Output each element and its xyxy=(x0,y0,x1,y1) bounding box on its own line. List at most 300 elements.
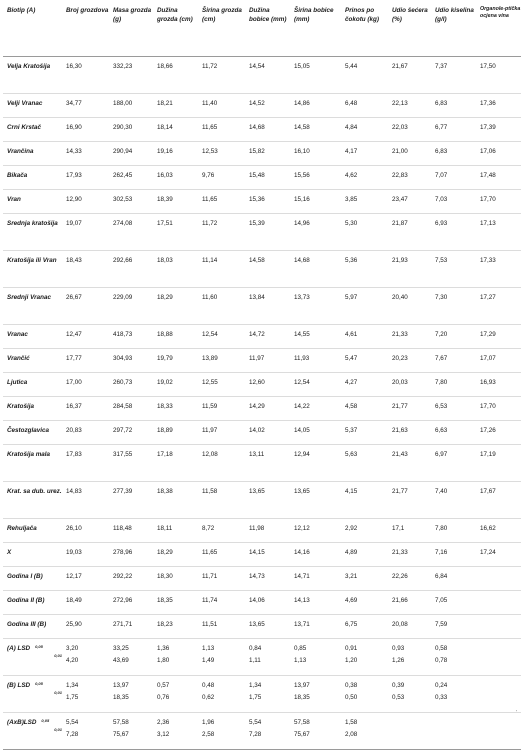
table-cell: 188,00 xyxy=(113,100,133,107)
table-row xyxy=(3,166,521,190)
table-cell: 17,19 xyxy=(480,451,496,458)
table-cell: 7,40 xyxy=(435,488,448,495)
table-cell: 274,08 xyxy=(113,220,133,227)
row-label: Godina II (B) xyxy=(7,597,45,604)
table-cell: 22,83 xyxy=(392,172,408,179)
table-cell: 7,67 xyxy=(435,355,448,362)
lsd-value-p001: 43,69 xyxy=(113,657,129,665)
table-cell: 284,58 xyxy=(113,403,133,410)
row-label: Velji Vranac xyxy=(7,100,43,107)
lsd-value-p005: 57,58 xyxy=(113,719,129,726)
lsd-cell xyxy=(62,639,109,676)
lsd-p-level-1: 0,05 xyxy=(41,718,50,723)
table-cell: 20,23 xyxy=(392,355,408,362)
lsd-value-p005: 1,96 xyxy=(202,719,215,726)
table-cell: 418,73 xyxy=(113,331,133,338)
table-cell: 4,27 xyxy=(345,379,358,386)
lsd-cell xyxy=(153,713,198,750)
lsd-cell xyxy=(245,713,290,750)
table-cell: 11,74 xyxy=(202,597,218,604)
lsd-label xyxy=(3,639,62,676)
lsd-cell xyxy=(341,676,388,713)
table-cell: 6,75 xyxy=(345,621,358,628)
table-cell: 12,54 xyxy=(202,331,218,338)
lsd-cell xyxy=(388,639,431,676)
table-cell: 13,65 xyxy=(249,488,265,495)
table-cell: 14,83 xyxy=(66,488,82,495)
lsd-value-p005: 0,58 xyxy=(435,645,448,652)
lsd-value-p005: 0,39 xyxy=(392,682,405,689)
table-body xyxy=(3,57,521,750)
lsd-value-p005: 3,20 xyxy=(66,645,79,652)
lsd-value-p001: 7,28 xyxy=(249,731,262,739)
table-cell: 18,66 xyxy=(157,63,173,70)
table-cell: 18,39 xyxy=(157,196,173,203)
table-cell: 14,29 xyxy=(249,403,265,410)
table-cell: 16,30 xyxy=(66,63,82,70)
table-cell: 16,62 xyxy=(480,525,496,532)
lsd-value-p005: 0,48 xyxy=(202,682,215,689)
table-cell: 19,02 xyxy=(157,379,173,386)
table-cell: 260,73 xyxy=(113,379,133,386)
table-cell: 16,93 xyxy=(480,379,496,386)
lsd-value-p001: 1,11 xyxy=(249,657,261,665)
table-cell: 15,56 xyxy=(294,172,310,179)
table-cell: 18,11 xyxy=(157,525,173,532)
table-cell: 12,94 xyxy=(294,451,310,458)
row-label: Vrančić xyxy=(7,355,30,362)
table-cell: 12,08 xyxy=(202,451,218,458)
table-cell: 14,54 xyxy=(249,63,265,70)
header-udio-secera: Udio šećera (%) xyxy=(388,2,431,57)
table-cell xyxy=(476,591,521,615)
table-cell: 290,30 xyxy=(113,124,133,131)
lsd-cell xyxy=(388,676,431,713)
table-row xyxy=(3,567,521,591)
table-cell: 21,87 xyxy=(392,220,408,227)
table-cell: 13,89 xyxy=(202,355,218,362)
row-label: Godina I (B) xyxy=(7,573,43,580)
table-cell: 6,93 xyxy=(435,220,448,227)
table-cell: 25,90 xyxy=(66,621,82,628)
header-prinos: Prinos po čokotu (kg) xyxy=(341,2,388,57)
table-cell: 17,29 xyxy=(480,331,496,338)
table-cell: 14,55 xyxy=(294,331,310,338)
table-cell: 6,83 xyxy=(435,148,448,155)
table-cell: 21,43 xyxy=(392,451,408,458)
table-cell: 7,05 xyxy=(435,597,448,604)
lsd-value-p005: 5,54 xyxy=(249,719,262,726)
lsd-value-p001: 3,12 xyxy=(157,731,170,739)
lsd-value-p001: 1,75 xyxy=(66,694,79,702)
lsd-cell xyxy=(431,713,476,750)
table-cell: 277,39 xyxy=(113,488,133,495)
table-cell: 17,77 xyxy=(66,355,82,362)
table-cell: 12,60 xyxy=(249,379,265,386)
table-cell: 7,80 xyxy=(435,525,448,532)
lsd-value-p001: 0,78 xyxy=(435,657,448,665)
table-cell: 6,63 xyxy=(435,427,448,434)
lsd-value-p005: 57,58 xyxy=(294,719,310,726)
table-row xyxy=(3,214,521,251)
table-cell xyxy=(476,567,521,591)
header-masa-grozda: Masa grozda (g) xyxy=(109,2,153,57)
table-cell: 21,66 xyxy=(392,597,408,604)
lsd-cell xyxy=(62,713,109,750)
table-cell: 17,13 xyxy=(480,220,496,227)
row-label: Krat. sa dub. urez. xyxy=(7,488,62,495)
lsd-value-p001: 0,50 xyxy=(345,694,358,702)
table-cell: 14,15 xyxy=(249,549,265,556)
table-cell: 22,03 xyxy=(392,124,408,131)
lsd-value-p005: 1,34 xyxy=(249,682,262,689)
table-cell: 292,66 xyxy=(113,257,133,264)
table-cell: 17,48 xyxy=(480,172,496,179)
lsd-cell xyxy=(476,676,521,713)
lsd-value-p001: 18,35 xyxy=(294,694,310,702)
table-row xyxy=(3,373,521,397)
table-cell: 17,36 xyxy=(480,100,496,107)
table-cell: 21,33 xyxy=(392,331,408,338)
table-cell: 17,51 xyxy=(157,220,173,227)
table-cell: 11,98 xyxy=(249,525,265,532)
table-cell: 5,97 xyxy=(345,294,358,301)
table-cell: 4,89 xyxy=(345,549,358,556)
table-cell: 302,53 xyxy=(113,196,133,203)
lsd-value-p005: 0,38 xyxy=(345,682,358,689)
table-cell: 14,02 xyxy=(249,427,265,434)
table-cell: 17,27 xyxy=(480,294,496,301)
table-cell: 18,14 xyxy=(157,124,173,131)
table-cell: 5,36 xyxy=(345,257,358,264)
table-cell: 14,06 xyxy=(249,597,265,604)
table-cell: 22,26 xyxy=(392,573,408,580)
lsd-p-level-1: 0,05 xyxy=(35,681,43,686)
table-cell: 6,84 xyxy=(435,573,448,580)
header-biotip: Biotip (A) xyxy=(3,2,62,57)
table-cell: 13,65 xyxy=(294,488,310,495)
lsd-value-p001: 75,67 xyxy=(113,731,129,739)
lsd-cell xyxy=(341,639,388,676)
lsd-value-p001: 2,08 xyxy=(345,731,358,739)
table-cell: 17,50 xyxy=(480,63,496,70)
lsd-p-level-2: 0,01 xyxy=(54,727,62,733)
table-cell: 11,72 xyxy=(202,220,218,227)
table-cell: 19,07 xyxy=(66,220,82,227)
lsd-cell xyxy=(290,639,341,676)
table-cell: 12,12 xyxy=(294,525,310,532)
table-cell: 7,53 xyxy=(435,257,448,264)
table-row xyxy=(3,349,521,373)
lsd-value-p005: 0,57 xyxy=(157,682,170,689)
lsd-value-p001: 1,49 xyxy=(202,657,215,665)
table-row xyxy=(3,421,521,445)
row-label: Čestozglavica xyxy=(7,427,49,434)
table-cell: 18,03 xyxy=(157,257,173,264)
table-cell: 18,21 xyxy=(157,100,173,107)
lsd-value-p005: 2,36 xyxy=(157,719,170,726)
lsd-label-text: (A) LSD xyxy=(7,645,31,652)
table-cell: 17,18 xyxy=(157,451,173,458)
lsd-value-p001: 0,62 xyxy=(202,694,215,702)
table-cell: 19,16 xyxy=(157,148,173,155)
table-cell: 6,53 xyxy=(435,403,448,410)
table-cell: 14,58 xyxy=(249,257,265,264)
corner-mark: ' xyxy=(516,710,517,716)
table-cell: 18,29 xyxy=(157,294,173,301)
table-cell: 26,10 xyxy=(66,525,82,532)
table-row xyxy=(3,445,521,482)
lsd-cell xyxy=(109,713,153,750)
table-row xyxy=(3,190,521,214)
table-cell: 12,17 xyxy=(66,573,82,580)
lsd-value-p005: 0,93 xyxy=(392,645,405,652)
lsd-cell xyxy=(476,713,521,750)
table-cell: 21,67 xyxy=(392,63,408,70)
table-cell: 292,22 xyxy=(113,573,133,580)
row-label: X xyxy=(7,549,12,556)
table-cell: 17,67 xyxy=(480,488,496,495)
table-cell: 14,52 xyxy=(249,100,265,107)
table-cell: 11,51 xyxy=(202,621,218,628)
table-cell: 11,72 xyxy=(202,63,218,70)
row-label: Velja Kratošija xyxy=(7,63,51,70)
lsd-row xyxy=(3,676,521,713)
lsd-value-p005: 33,25 xyxy=(113,645,129,652)
lsd-value-p005: 0,84 xyxy=(249,645,262,652)
lsd-value-p001: 75,67 xyxy=(294,731,310,739)
lsd-value-p001: 1,20 xyxy=(345,657,358,665)
table-row xyxy=(3,251,521,288)
table-cell: 18,88 xyxy=(157,331,173,338)
table-cell: 7,80 xyxy=(435,379,448,386)
table-cell: 18,43 xyxy=(66,257,82,264)
row-label: Kratošija ili Vran xyxy=(7,257,57,264)
table-cell: 17,24 xyxy=(480,549,496,556)
table-cell: 8,72 xyxy=(202,525,215,532)
table-cell: 15,48 xyxy=(249,172,265,179)
lsd-value-p001: 2,58 xyxy=(202,731,215,739)
table-row xyxy=(3,288,521,325)
table-cell: 229,09 xyxy=(113,294,133,301)
table-cell: 11,65 xyxy=(202,549,218,556)
lsd-row xyxy=(3,713,521,750)
row-label: Godina III (B) xyxy=(7,621,47,628)
header-udio-kiselina: Udio kiselina (g/l) xyxy=(431,2,476,57)
table-cell: 304,93 xyxy=(113,355,133,362)
table-cell: 12,90 xyxy=(66,196,82,203)
table-row xyxy=(3,591,521,615)
lsd-cell xyxy=(109,676,153,713)
table-cell: 4,58 xyxy=(345,403,358,410)
table-cell: 20,83 xyxy=(66,427,82,434)
table-cell: 15,36 xyxy=(249,196,265,203)
table-cell: 14,13 xyxy=(294,597,310,604)
table-row xyxy=(3,519,521,543)
lsd-value-p001: 4,20 xyxy=(66,657,79,665)
table-cell: 20,08 xyxy=(392,621,408,628)
lsd-value-p001: 1,26 xyxy=(392,657,405,665)
table-cell: 332,23 xyxy=(113,63,133,70)
table-cell: 7,07 xyxy=(435,172,448,179)
row-label: Bikača xyxy=(7,172,28,179)
table-cell: 14,68 xyxy=(294,257,310,264)
table-row xyxy=(3,615,521,639)
lsd-value-p001: 1,75 xyxy=(249,694,262,702)
table-cell: 7,59 xyxy=(435,621,448,628)
table-cell: 17,70 xyxy=(480,403,496,410)
table-cell: 14,16 xyxy=(294,549,310,556)
table-cell: 7,30 xyxy=(435,294,448,301)
table-cell: 15,39 xyxy=(249,220,265,227)
table-cell: 7,16 xyxy=(435,549,448,556)
table-cell: 297,72 xyxy=(113,427,133,434)
table-cell: 262,45 xyxy=(113,172,133,179)
header-row xyxy=(3,2,521,57)
lsd-value-p001: 18,35 xyxy=(113,694,129,702)
table-cell: 7,03 xyxy=(435,196,448,203)
lsd-cell xyxy=(431,639,476,676)
table-cell: 12,47 xyxy=(66,331,82,338)
table-cell: 16,90 xyxy=(66,124,82,131)
table-cell: 21,77 xyxy=(392,403,408,410)
table-cell: 11,97 xyxy=(202,427,218,434)
row-label: Kratošija xyxy=(7,403,34,410)
table-cell: 13,65 xyxy=(249,621,265,628)
table-cell: 6,48 xyxy=(345,100,358,107)
table-cell: 4,62 xyxy=(345,172,358,179)
table-cell: 278,96 xyxy=(113,549,133,556)
lsd-cell xyxy=(476,639,521,676)
lsd-value-p005: 0,91 xyxy=(345,645,358,652)
table-cell: 19,79 xyxy=(157,355,173,362)
lsd-value-p005: 1,58 xyxy=(345,719,358,726)
table-cell: 11,60 xyxy=(202,294,218,301)
table-cell: 13,11 xyxy=(249,451,265,458)
table-cell: 4,15 xyxy=(345,488,358,495)
lsd-cell xyxy=(153,676,198,713)
table-cell: 17,06 xyxy=(480,148,496,155)
row-label: Ljutica xyxy=(7,379,28,386)
table-cell: 14,71 xyxy=(294,573,310,580)
table-cell: 18,29 xyxy=(157,549,173,556)
table-row xyxy=(3,57,521,94)
table-cell: 20,03 xyxy=(392,379,408,386)
table-cell: 290,94 xyxy=(113,148,133,155)
table-cell: 5,30 xyxy=(345,220,358,227)
lsd-value-p001: 1,13 xyxy=(294,657,307,665)
table-cell: 14,73 xyxy=(249,573,265,580)
table-cell: 14,22 xyxy=(294,403,310,410)
table-cell: 14,68 xyxy=(249,124,265,131)
header-duzina-bobice: Dužina bobice (mm) xyxy=(245,2,290,57)
table-cell: 14,05 xyxy=(294,427,310,434)
table-cell: 15,82 xyxy=(249,148,265,155)
lsd-label xyxy=(3,676,62,713)
table-cell: 5,47 xyxy=(345,355,358,362)
table-row xyxy=(3,118,521,142)
row-label: Vran xyxy=(7,196,21,203)
table-cell: 14,33 xyxy=(66,148,82,155)
table-row xyxy=(3,325,521,349)
row-label: Vrančina xyxy=(7,148,34,155)
table-cell: 12,54 xyxy=(294,379,310,386)
lsd-value-p005: 1,36 xyxy=(157,645,170,652)
table-cell: 17,1 xyxy=(392,525,405,532)
header-duzina-grozda: Dužina grozda (cm) xyxy=(153,2,198,57)
table-cell: 16,10 xyxy=(294,148,310,155)
table-cell: 3,21 xyxy=(345,573,358,580)
table-cell: 23,47 xyxy=(392,196,408,203)
table-cell: 14,72 xyxy=(249,331,265,338)
table-cell: 16,37 xyxy=(66,403,82,410)
table-cell: 11,71 xyxy=(202,573,218,580)
table-cell: 21,63 xyxy=(392,427,408,434)
table-cell: 5,44 xyxy=(345,63,358,70)
lsd-label-text: (AxB)LSD xyxy=(7,719,37,726)
lsd-cell xyxy=(198,639,245,676)
lsd-value-p001: 7,28 xyxy=(66,731,79,739)
lsd-value-p005: 5,54 xyxy=(66,719,79,726)
table-cell: 17,70 xyxy=(480,196,496,203)
table-cell: 11,93 xyxy=(294,355,310,362)
lsd-value-p005: 13,97 xyxy=(294,682,310,689)
table-cell: 11,59 xyxy=(202,403,218,410)
row-label: Srednji Vranac xyxy=(7,294,51,301)
lsd-cell xyxy=(62,676,109,713)
lsd-value-p005: 1,34 xyxy=(66,682,79,689)
table-cell: 18,33 xyxy=(157,403,173,410)
row-label: Rehuljača xyxy=(7,525,37,532)
table-cell: 3,85 xyxy=(345,196,358,203)
lsd-cell xyxy=(198,713,245,750)
table-cell: 17,00 xyxy=(66,379,82,386)
table-cell: 272,96 xyxy=(113,597,133,604)
table-cell: 18,38 xyxy=(157,488,173,495)
table-cell: 11,65 xyxy=(202,196,218,203)
table-cell: 11,40 xyxy=(202,100,218,107)
table-row xyxy=(3,543,521,567)
table-cell: 21,00 xyxy=(392,148,408,155)
data-table xyxy=(3,2,521,750)
lsd-cell xyxy=(290,713,341,750)
table-cell: 20,40 xyxy=(392,294,408,301)
table-cell: 12,55 xyxy=(202,379,218,386)
row-label: Crni Krstač xyxy=(7,124,41,131)
header-sirina-grozda: Širina grozda (cm) xyxy=(198,2,245,57)
table-cell: 21,33 xyxy=(392,549,408,556)
table-cell: 6,97 xyxy=(435,451,448,458)
table-cell: 19,03 xyxy=(66,549,82,556)
table-cell: 17,39 xyxy=(480,124,496,131)
row-label: Kratošija mala xyxy=(7,451,51,458)
lsd-cell xyxy=(153,639,198,676)
table-cell: 13,71 xyxy=(294,621,310,628)
lsd-value-p005: 0,85 xyxy=(294,645,307,652)
table-cell: 15,05 xyxy=(294,63,310,70)
lsd-p-level-2: 0,01 xyxy=(54,690,62,696)
table-cell: 21,93 xyxy=(392,257,408,264)
table-cell: 118,48 xyxy=(113,525,132,532)
table-cell: 4,61 xyxy=(345,331,358,338)
lsd-row xyxy=(3,639,521,676)
lsd-cell xyxy=(388,713,431,750)
row-label: Vranac xyxy=(7,331,28,338)
table-cell: 11,58 xyxy=(202,488,218,495)
lsd-cell xyxy=(245,676,290,713)
table-cell: 18,23 xyxy=(157,621,173,628)
table-cell: 14,58 xyxy=(294,124,310,131)
